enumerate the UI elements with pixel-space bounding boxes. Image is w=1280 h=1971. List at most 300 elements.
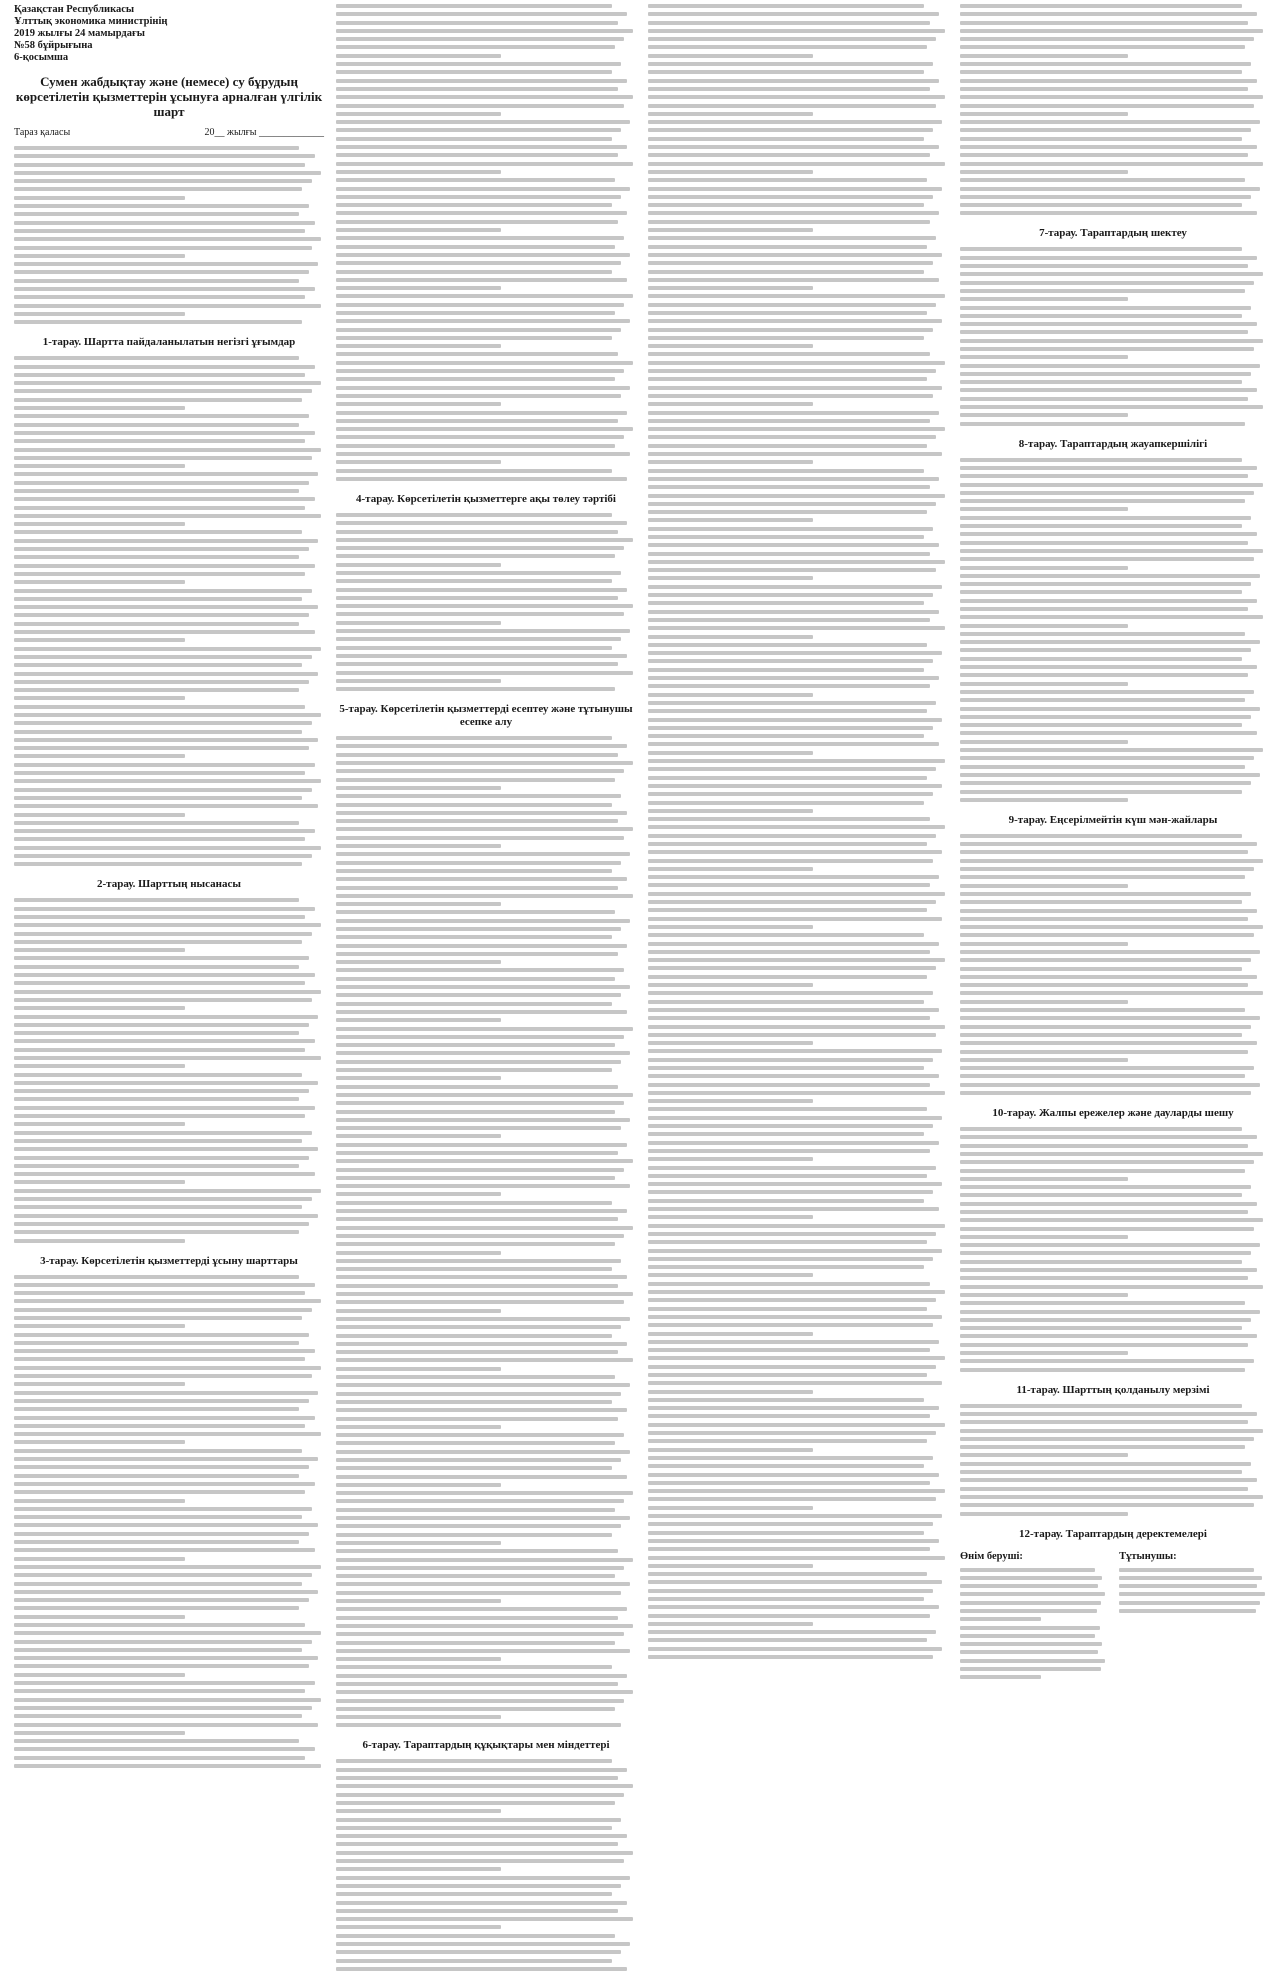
text-line-placeholder (336, 1085, 618, 1089)
text-line-placeholder (336, 1784, 633, 1788)
text-line-placeholder (14, 1366, 321, 1370)
text-line-placeholder (14, 663, 302, 667)
text-line-placeholder (960, 330, 1248, 334)
text-line-placeholder (960, 1453, 1128, 1457)
text-line-placeholder (336, 1309, 501, 1313)
text-line-placeholder (14, 862, 302, 866)
text-line-placeholder (960, 607, 1248, 611)
text-line-placeholder (648, 261, 933, 265)
text-line-placeholder (336, 1334, 612, 1338)
text-line-placeholder (960, 950, 1260, 954)
text-line-placeholder (336, 79, 627, 83)
text-line-placeholder (14, 497, 315, 501)
text-line-placeholder (648, 1414, 930, 1418)
text-line-placeholder (960, 45, 1245, 49)
text-line-placeholder (648, 1240, 927, 1244)
text-line-placeholder (336, 1950, 621, 1954)
text-line-placeholder (960, 178, 1245, 182)
text-line-placeholder (648, 394, 933, 398)
text-line-placeholder (14, 580, 185, 584)
text-line-placeholder (14, 1122, 185, 1126)
text-line-placeholder (14, 414, 309, 418)
text-line-placeholder (336, 869, 612, 873)
text-line-placeholder (648, 1564, 813, 1568)
text-line-placeholder (960, 1301, 1245, 1305)
text-line-placeholder (648, 1580, 942, 1584)
text-line-placeholder (14, 1457, 318, 1461)
text-line-placeholder (14, 1391, 318, 1395)
text-line-placeholder (14, 1474, 299, 1478)
text-line-placeholder (336, 861, 621, 865)
text-line-placeholder (960, 1634, 1095, 1638)
text-line-placeholder (14, 630, 315, 634)
text-line-placeholder (960, 756, 1254, 760)
text-line-placeholder (336, 1217, 618, 1221)
text-line-placeholder (14, 312, 185, 316)
text-line-placeholder (648, 859, 933, 863)
text-line-placeholder (336, 1723, 621, 1727)
text-line-placeholder (1119, 1601, 1260, 1605)
text-block (960, 4, 1266, 215)
text-line-placeholder (14, 464, 185, 468)
text-line-placeholder (336, 1275, 627, 1279)
text-line-placeholder (14, 1623, 305, 1627)
text-line-placeholder (336, 1018, 501, 1022)
text-line-placeholder (648, 1356, 945, 1360)
text-line-placeholder (648, 128, 933, 132)
text-line-placeholder (336, 1425, 501, 1429)
text-line-placeholder (14, 1756, 305, 1760)
text-line-placeholder (336, 1682, 618, 1686)
text-line-placeholder (14, 1139, 302, 1143)
text-line-placeholder (648, 1273, 813, 1277)
text-line-placeholder (336, 187, 630, 191)
text-line-placeholder (336, 1267, 612, 1271)
text-line-placeholder (648, 883, 930, 887)
text-line-placeholder (14, 179, 312, 183)
text-line-placeholder (648, 535, 924, 539)
text-line-placeholder (14, 1357, 305, 1361)
text-line-placeholder (14, 1056, 321, 1060)
text-line-placeholder (336, 1027, 633, 1031)
text-line-placeholder (14, 1606, 299, 1610)
text-line-placeholder (336, 786, 501, 790)
text-line-placeholder (336, 886, 618, 890)
text-line-placeholder (960, 388, 1257, 392)
text-line-placeholder (648, 950, 930, 954)
text-line-placeholder (960, 1675, 1041, 1679)
text-line-placeholder (336, 744, 627, 748)
text-line-placeholder (14, 1283, 315, 1287)
text-line-placeholder (336, 261, 621, 265)
text-line-placeholder (648, 1323, 933, 1327)
text-line-placeholder (648, 104, 936, 108)
text-line-placeholder (336, 1809, 501, 1813)
text-line-placeholder (14, 1291, 305, 1295)
text-line-placeholder (648, 1091, 945, 1095)
text-line-placeholder (960, 892, 1251, 896)
text-line-placeholder (336, 1707, 615, 1711)
text-line-placeholder (648, 178, 927, 182)
text-line-placeholder (14, 1664, 309, 1668)
text-line-placeholder (648, 1132, 924, 1136)
text-line-placeholder (648, 485, 930, 489)
text-line-placeholder (336, 563, 501, 567)
text-line-placeholder (648, 576, 813, 580)
text-line-placeholder (336, 1259, 621, 1263)
text-line-placeholder (336, 1134, 501, 1138)
text-line-placeholder (648, 742, 939, 746)
text-line-placeholder (648, 45, 927, 49)
text-line-placeholder (14, 1432, 321, 1436)
text-line-placeholder (336, 1010, 627, 1014)
text-line-placeholder (336, 604, 633, 608)
text-line-placeholder (648, 1174, 927, 1178)
text-line-placeholder (648, 834, 936, 838)
text-line-placeholder (14, 804, 318, 808)
text-line-placeholder (648, 286, 813, 290)
text-line-placeholder (336, 203, 612, 207)
header-line: 6-қосымша (14, 52, 69, 63)
text-line-placeholder (336, 1909, 618, 1913)
text-line-placeholder (14, 481, 309, 485)
text-line-placeholder (14, 187, 302, 191)
text-line-placeholder (648, 1290, 945, 1294)
text-line-placeholder (648, 1315, 942, 1319)
text-line-placeholder (648, 1207, 939, 1211)
text-line-placeholder (336, 778, 615, 782)
text-line-placeholder (960, 272, 1263, 276)
text-line-placeholder (648, 875, 939, 879)
text-line-placeholder (336, 435, 624, 439)
text-line-placeholder (336, 477, 627, 481)
text-line-placeholder (14, 1681, 315, 1685)
text-line-placeholder (648, 626, 945, 630)
text-line-placeholder (336, 377, 615, 381)
text-line-placeholder (336, 294, 633, 298)
text-line-placeholder (336, 29, 633, 33)
text-line-placeholder (336, 1759, 612, 1763)
text-line-placeholder (648, 718, 942, 722)
text-line-placeholder (336, 910, 615, 914)
text-line-placeholder (14, 672, 318, 676)
text-line-placeholder (336, 1665, 612, 1669)
text-line-placeholder (336, 1151, 618, 1155)
text-line-placeholder (14, 754, 185, 758)
text-line-placeholder (960, 1487, 1248, 1491)
text-line-placeholder (336, 927, 621, 931)
text-line-placeholder (648, 1257, 933, 1261)
text-line-placeholder (648, 270, 924, 274)
text-line-placeholder (14, 530, 302, 534)
text-line-placeholder (14, 431, 315, 435)
text-line-placeholder (336, 369, 624, 373)
text-line-placeholder (960, 1503, 1254, 1507)
text-line-placeholder (648, 1373, 927, 1377)
text-line-placeholder (648, 1365, 936, 1369)
text-line-placeholder (14, 1180, 185, 1184)
text-line-placeholder (336, 1591, 621, 1595)
text-line-placeholder (336, 852, 630, 856)
text-line-placeholder (648, 809, 813, 813)
text-block (1119, 1568, 1266, 1613)
text-line-placeholder (960, 875, 1245, 879)
text-line-placeholder (648, 1282, 930, 1286)
text-line-placeholder (14, 1739, 299, 1743)
text-line-placeholder (960, 466, 1257, 470)
text-line-placeholder (960, 70, 1242, 74)
text-block (960, 458, 1266, 802)
text-line-placeholder (960, 566, 1128, 570)
text-line-placeholder (648, 1638, 927, 1642)
text-line-placeholder (336, 419, 618, 423)
text-line-placeholder (960, 541, 1248, 545)
text-line-placeholder (960, 1016, 1260, 1020)
text-line-placeholder (960, 917, 1248, 921)
text-line-placeholder (960, 900, 1242, 904)
text-line-placeholder (14, 254, 185, 258)
text-line-placeholder (648, 303, 936, 307)
text-line-placeholder (648, 900, 936, 904)
text-line-placeholder (336, 1068, 612, 1072)
text-line-placeholder (960, 422, 1245, 426)
text-line-placeholder (14, 1172, 315, 1176)
text-line-placeholder (960, 549, 1263, 553)
text-line-placeholder (648, 1431, 936, 1435)
text-line-placeholder (336, 1367, 501, 1371)
text-line-placeholder (336, 1942, 630, 1946)
text-line-placeholder (14, 146, 299, 150)
text-line-placeholder (960, 1235, 1128, 1239)
text-line-placeholder (336, 1292, 633, 1296)
text-line-placeholder (960, 1160, 1254, 1164)
text-line-placeholder (648, 253, 942, 257)
text-line-placeholder (14, 1006, 185, 1010)
text-line-placeholder (960, 256, 1257, 260)
text-line-placeholder (960, 203, 1242, 207)
text-line-placeholder (14, 1565, 321, 1569)
text-line-placeholder (336, 1768, 627, 1772)
text-line-placeholder (14, 196, 185, 200)
text-line-placeholder (648, 601, 924, 605)
text-block (960, 834, 1266, 1095)
text-line-placeholder (960, 925, 1263, 929)
text-line-placeholder (648, 1033, 936, 1037)
text-line-placeholder (648, 850, 942, 854)
text-line-placeholder (648, 62, 933, 66)
text-line-placeholder (336, 236, 624, 240)
text-line-placeholder (648, 933, 924, 937)
text-line-placeholder (960, 87, 1248, 91)
text-line-placeholder (960, 1420, 1248, 1424)
text-line-placeholder (14, 489, 299, 493)
text-line-placeholder (648, 543, 939, 547)
text-line-placeholder (960, 1033, 1242, 1037)
text-line-placeholder (648, 1265, 924, 1269)
text-line-placeholder (336, 1892, 612, 1896)
text-line-placeholder (336, 654, 627, 658)
text-line-placeholder (336, 811, 627, 815)
text-line-placeholder (648, 1190, 933, 1194)
text-line-placeholder (960, 532, 1257, 536)
text-line-placeholder (14, 613, 309, 617)
text-line-placeholder (336, 1599, 501, 1603)
text-line-placeholder (14, 1316, 302, 1320)
text-line-placeholder (336, 1392, 621, 1396)
text-line-placeholder (14, 1089, 309, 1093)
text-line-placeholder (336, 4, 612, 8)
text-line-placeholder (14, 915, 305, 919)
text-line-placeholder (648, 494, 945, 498)
text-line-placeholder (960, 1650, 1098, 1654)
text-line-placeholder (960, 582, 1251, 586)
text-line-placeholder (960, 1412, 1257, 1416)
text-line-placeholder (14, 1131, 312, 1135)
text-line-placeholder (648, 1340, 939, 1344)
text-line-placeholder (648, 1058, 933, 1062)
text-line-placeholder (648, 1141, 939, 1145)
text-line-placeholder (960, 632, 1245, 636)
text-line-placeholder (336, 153, 618, 157)
text-line-placeholder (648, 693, 813, 697)
column-1 (14, 4, 324, 1699)
text-line-placeholder (960, 1025, 1251, 1029)
text-line-placeholder (648, 1605, 939, 1609)
text-line-placeholder (960, 1243, 1260, 1247)
text-line-placeholder (648, 825, 945, 829)
text-line-placeholder (14, 373, 305, 377)
text-line-placeholder (960, 1445, 1245, 1449)
text-line-placeholder (14, 171, 321, 175)
text-line-placeholder (960, 1152, 1263, 1156)
text-line-placeholder (336, 1516, 630, 1520)
text-line-placeholder (14, 1156, 309, 1160)
text-line-placeholder (336, 286, 501, 290)
text-line-placeholder (336, 1002, 612, 1006)
text-line-placeholder (336, 319, 630, 323)
text-line-placeholder (648, 402, 813, 406)
text-line-placeholder (960, 1177, 1128, 1181)
text-line-placeholder (336, 1101, 624, 1105)
text-line-placeholder (336, 352, 618, 356)
text-line-placeholder (960, 975, 1257, 979)
text-line-placeholder (336, 452, 630, 456)
text-line-placeholder (14, 506, 305, 510)
text-line-placeholder (336, 1859, 624, 1863)
text-line-placeholder (14, 398, 302, 402)
text-line-placeholder (648, 1008, 939, 1012)
text-line-placeholder (336, 1674, 627, 1678)
text-line-placeholder (14, 730, 302, 734)
text-line-placeholder (648, 668, 924, 672)
text-line-placeholder (648, 95, 945, 99)
text-line-placeholder (960, 1260, 1242, 1264)
text-block (14, 356, 324, 866)
text-line-placeholder (960, 748, 1263, 752)
text-line-placeholder (336, 985, 630, 989)
text-line-placeholder (648, 1448, 813, 1452)
text-line-placeholder (960, 128, 1251, 132)
text-line-placeholder (960, 781, 1251, 785)
text-line-placeholder (960, 1478, 1257, 1482)
text-line-placeholder (960, 673, 1248, 677)
text-line-placeholder (648, 245, 927, 249)
text-line-placeholder (960, 297, 1128, 301)
text-line-placeholder (336, 1168, 624, 1172)
text-line-placeholder (14, 846, 321, 850)
text-line-placeholder (14, 1416, 315, 1420)
text-line-placeholder (336, 1192, 501, 1196)
text-line-placeholder (14, 1631, 321, 1635)
text-line-placeholder (336, 1035, 624, 1039)
text-block (336, 1759, 636, 1970)
text-line-placeholder (648, 1439, 927, 1443)
text-line-placeholder (14, 923, 321, 927)
text-line-placeholder (960, 95, 1263, 99)
text-line-placeholder (648, 1630, 936, 1634)
text-line-placeholder (336, 1466, 612, 1470)
text-line-placeholder (14, 990, 321, 994)
text-line-placeholder (14, 365, 315, 369)
text-line-placeholder (336, 411, 627, 415)
text-line-placeholder (648, 1655, 933, 1659)
text-line-placeholder (648, 435, 936, 439)
text-line-placeholder (336, 571, 621, 575)
text-line-placeholder (336, 460, 501, 464)
text-line-placeholder (960, 1617, 1041, 1621)
text-line-placeholder (336, 679, 501, 683)
text-line-placeholder (648, 610, 939, 614)
text-line-placeholder (960, 1667, 1101, 1671)
text-line-placeholder (648, 842, 927, 846)
text-line-placeholder (648, 792, 933, 796)
text-line-placeholder (960, 1091, 1251, 1095)
text-line-placeholder (14, 1689, 305, 1693)
text-line-placeholder (14, 1308, 312, 1312)
text-line-placeholder (14, 539, 318, 543)
text-line-placeholder (14, 1230, 299, 1234)
text-line-placeholder (648, 1224, 945, 1228)
text-line-placeholder (648, 618, 930, 622)
text-line-placeholder (336, 646, 612, 650)
text-line-placeholder (14, 1582, 302, 1586)
text-line-placeholder (336, 1234, 624, 1238)
text-line-placeholder (648, 942, 939, 946)
text-line-placeholder (960, 1227, 1254, 1231)
text-line-placeholder (648, 1000, 924, 1004)
text-line-placeholder (960, 1368, 1245, 1372)
document-title: Сумен жабдықтау және (немесе) су бұрудың көрсетілетін қызметтерін ұсынуға арналған үлгілік шарт (15, 74, 323, 119)
text-line-placeholder (336, 1475, 627, 1479)
text-line-placeholder (336, 145, 627, 149)
text-line-placeholder (14, 1214, 318, 1218)
text-line-placeholder (14, 1333, 309, 1337)
text-line-placeholder (648, 676, 939, 680)
text-line-placeholder (960, 474, 1248, 478)
text-line-placeholder (960, 715, 1251, 719)
text-line-placeholder (336, 1851, 633, 1855)
text-line-placeholder (648, 460, 813, 464)
text-line-placeholder (336, 70, 612, 74)
text-line-placeholder (960, 314, 1242, 318)
text-line-placeholder (960, 1626, 1100, 1630)
text-line-placeholder (336, 596, 618, 600)
text-block (14, 898, 324, 1242)
text-line-placeholder (336, 637, 621, 641)
text-line-placeholder (14, 597, 302, 601)
text-line-placeholder (336, 1541, 501, 1545)
text-line-placeholder (14, 1407, 299, 1411)
